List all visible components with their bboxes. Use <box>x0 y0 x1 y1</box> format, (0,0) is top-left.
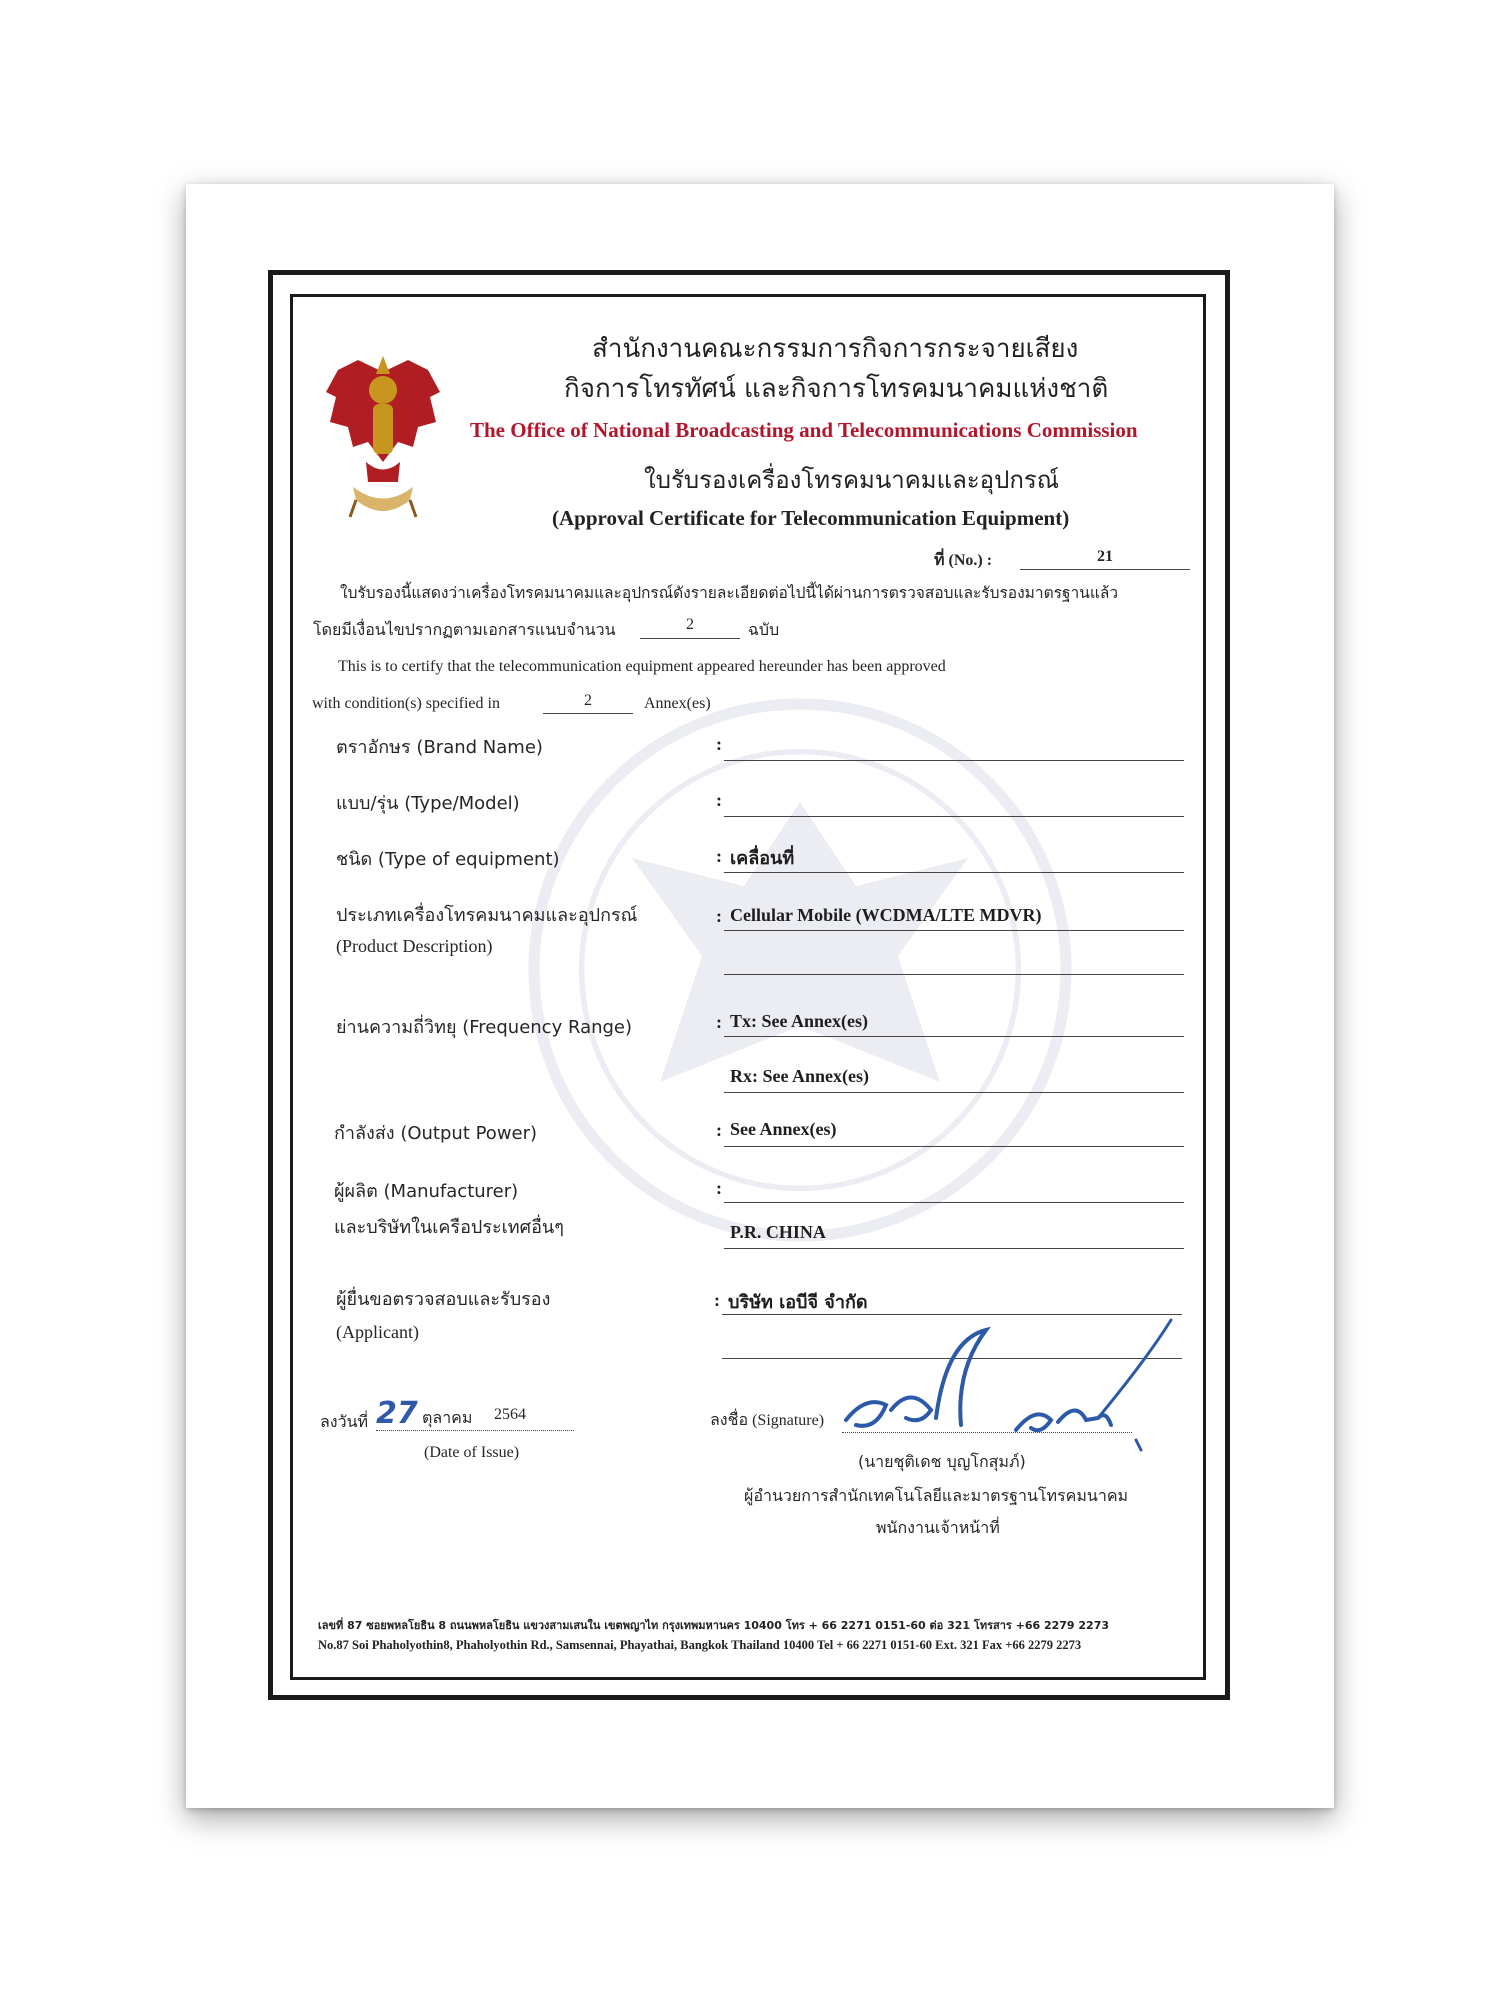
manufacturer-colon: : <box>716 1178 722 1198</box>
intro-en-line2-prefix: with condition(s) specified in <box>312 695 500 712</box>
freq-label: ย่านความถี่วิทยุ (Frequency Range) <box>336 1017 633 1038</box>
freq-rx-underline <box>724 1092 1184 1093</box>
manufacturer-country: P.R. CHINA <box>730 1222 826 1242</box>
product-underline-1 <box>724 930 1184 931</box>
intro-th-count-underline <box>640 638 740 639</box>
signatory-name: (นายชุติเดช บุญโกสุมภ์) <box>858 1452 1026 1471</box>
applicant-label-en: (Applicant) <box>336 1322 419 1342</box>
cert-title-th: ใบรับรองเครื่องโทรคมนาคมและอุปกรณ์ <box>644 466 1060 494</box>
power-value: See Annex(es) <box>730 1119 837 1139</box>
brand-label: ตราอักษร (Brand Name) <box>336 737 543 758</box>
intro-th-count: 2 <box>686 616 694 633</box>
brand-underline <box>724 760 1184 761</box>
intro-th-line2-suffix: ฉบับ <box>748 620 780 639</box>
power-underline <box>724 1146 1184 1147</box>
manufacturer-label: ผู้ผลิต (Manufacturer) <box>334 1181 519 1202</box>
model-underline <box>724 816 1184 817</box>
applicant-value: บริษัท เอบีจี จำกัด <box>728 1292 868 1313</box>
applicant-label-th: ผู้ยื่นขอตรวจสอบและรับรอง <box>336 1289 551 1310</box>
intro-en-line2-suffix: Annex(es) <box>644 695 711 712</box>
intro-en-line1: This is to certify that the telecommunication equipment appeared hereunder has been approved <box>338 658 946 675</box>
product-underline-2 <box>724 974 1184 975</box>
model-label: แบบ/รุ่น (Type/Model) <box>336 793 520 814</box>
signatory-title-2: พนักงานเจ้าหน้าที่ <box>876 1518 1000 1537</box>
freq-tx-underline <box>724 1036 1184 1037</box>
product-label-th: ประเภทเครื่องโทรคมนาคมและอุปกรณ์ <box>336 905 638 926</box>
brand-colon: : <box>716 734 722 754</box>
type-colon: : <box>716 846 722 866</box>
type-value: เคลื่อนที่ <box>730 848 795 869</box>
power-colon: : <box>716 1120 722 1140</box>
garuda-emblem-icon <box>318 352 448 522</box>
intro-en-count: 2 <box>584 692 592 709</box>
watermark-emblem <box>520 690 1080 1250</box>
intro-en-count-underline <box>543 713 633 714</box>
product-label-en: (Product Description) <box>336 936 493 956</box>
model-colon: : <box>716 790 722 810</box>
issue-day: 27 <box>376 1396 418 1431</box>
manufacturer-underline <box>724 1202 1184 1203</box>
freq-colon: : <box>716 1012 722 1032</box>
issue-date-dotline <box>376 1430 574 1431</box>
product-colon: : <box>716 906 722 926</box>
issue-year: 2564 <box>494 1406 526 1423</box>
product-value: Cellular Mobile (WCDMA/LTE MDVR) <box>730 905 1042 925</box>
signature-label: ลงชื่อ (Signature) <box>710 1412 825 1429</box>
cert-title-en: (Approval Certificate for Telecommunication Equipment) <box>552 506 1070 530</box>
issue-date-caption: (Date of Issue) <box>424 1444 520 1461</box>
type-label: ชนิด (Type of equipment) <box>336 849 560 870</box>
footer-address-th: เลขที่ 87 ซอยพหลโยธิน 8 ถนนพหลโยธิน แขวงสามเสนใน เขตพญาไท กรุงเทพมหานคร 10400 โทร + 66 2271 0151-60 ต่อ 321 โทรสาร +66 2279 2273 <box>318 1619 1110 1632</box>
manufacturer-label-2: และบริษัทในเครือประเทศอื่นๆ <box>334 1217 564 1238</box>
office-title-en: The Office of National Broadcasting and Telecommunications Commission <box>470 418 1138 442</box>
office-title-th-2: กิจการโทรทัศน์ และกิจการโทรคมนาคมแห่งชาติ <box>564 374 1109 404</box>
freq-rx-value: Rx: See Annex(es) <box>730 1066 869 1086</box>
applicant-colon: : <box>714 1290 720 1310</box>
cert-number-underline <box>1020 569 1190 570</box>
signatory-title-1: ผู้อำนวยการสำนักเทคโนโลยีและมาตรฐานโทรคมนาคม <box>744 1486 1129 1505</box>
intro-th-line2-prefix: โดยมีเงื่อนไขปรากฏตามเอกสารแนบจำนวน <box>313 620 616 639</box>
manufacturer-country-underline <box>724 1248 1184 1249</box>
office-title-th-1: สำนักงานคณะกรรมการกิจการกระจายเสียง <box>592 334 1079 364</box>
issue-month: ตุลาคม <box>422 1408 473 1427</box>
cert-number-value: 21 <box>1097 548 1113 565</box>
footer-address-en: No.87 Soi Phaholyothin8, Phaholyothin Rd., Samsennai, Phayathai, Bangkok Thailand 10400 Tel + 66 2271 0151-60 Ext. 321 Fax +66 2279 2273 <box>318 1638 1082 1652</box>
power-label: กำลังส่ง (Output Power) <box>334 1123 538 1144</box>
issue-date-prefix: ลงวันที่ <box>320 1412 369 1431</box>
freq-tx-value: Tx: See Annex(es) <box>730 1011 868 1031</box>
cert-number-label: ที่ (No.) : <box>934 552 993 569</box>
type-underline <box>724 872 1184 873</box>
intro-th-line1: ใบรับรองนี้แสดงว่าเครื่องโทรคมนาคมและอุปกรณ์ดังรายละเอียดต่อไปนี้ได้ผ่านการตรวจสอบและรับรองมาตรฐานแล้ว <box>340 584 1119 602</box>
handwritten-signature <box>836 1300 1176 1470</box>
